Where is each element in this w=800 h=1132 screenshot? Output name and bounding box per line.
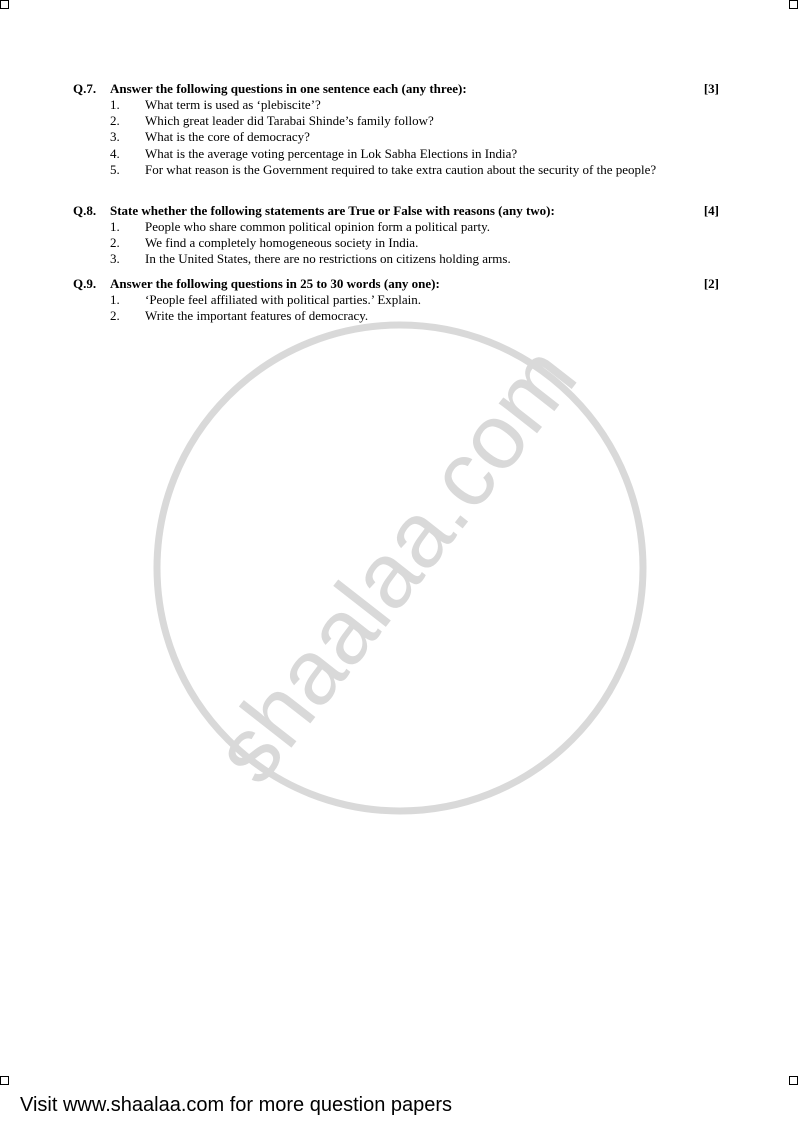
watermark (150, 318, 650, 818)
question-heading (73, 203, 719, 219)
sub-question-number: 2. (110, 235, 120, 251)
question-instruction: State whether the following statements are True or False with reasons (any two): (110, 203, 555, 218)
sub-question (73, 129, 719, 145)
sub-question-number: 5. (110, 161, 120, 177)
question-instruction: Answer the following questions in 25 to 30 words (any one): (110, 276, 440, 291)
sub-question-list (73, 97, 719, 178)
corner-mark-bottom-right (789, 1076, 798, 1085)
sub-question-number: 1. (110, 219, 120, 234)
sub-question-number: 3. (110, 129, 120, 145)
question-number: Q.7. (73, 81, 97, 96)
question-7 (73, 81, 719, 178)
question-marks: [2] (703, 276, 719, 291)
sub-question (73, 97, 719, 113)
sub-question-text: We find a completely homogeneous society in India. (145, 235, 419, 251)
corner-mark-top-left (0, 0, 9, 9)
sub-question (73, 292, 719, 308)
corner-mark-bottom-left (0, 1076, 9, 1085)
sub-question-number: 2. (110, 113, 120, 129)
sub-question (73, 308, 719, 324)
question-heading (73, 276, 719, 292)
sub-question-list (73, 219, 719, 268)
question-number: Q.9. (73, 276, 97, 291)
sub-question (73, 146, 719, 162)
sub-question-text: What term is used as ‘plebiscite’? (145, 97, 321, 112)
sub-question-text: Which great leader did Tarabai Shinde’s family follow? (145, 113, 434, 129)
question-9 (73, 276, 719, 324)
sub-question (73, 113, 719, 129)
sub-question-text: People who share common political opinion form a political party. (145, 219, 491, 234)
question-marks: [4] (703, 203, 719, 218)
sub-question (73, 235, 719, 251)
question-heading (73, 81, 719, 97)
sub-question-text: Write the important features of democracy. (145, 308, 369, 324)
question-instruction: Answer the following questions in one sentence each (any three): (110, 81, 467, 96)
watermark-text: shaalaa.com (194, 327, 597, 802)
sub-question-number: 2. (110, 308, 120, 324)
question-number: Q.8. (73, 203, 97, 218)
sub-question-text: In the United States, there are no restrictions on citizens holding arms. (145, 251, 511, 267)
sub-question-text: For what reason is the Government required to take extra caution about the security of the people? (145, 161, 657, 177)
sub-question-number: 1. (110, 292, 120, 307)
sub-question-list (73, 292, 719, 324)
question-8 (73, 203, 719, 268)
sub-question (73, 162, 719, 178)
sub-question-text: What is the average voting percentage in Lok Sabha Elections in India? (145, 145, 518, 161)
sub-question (73, 251, 719, 267)
sub-question-number: 3. (110, 251, 120, 267)
footer-promo-text: Visit www.shaalaa.com for more question papers (20, 1094, 453, 1116)
question-marks: [3] (703, 81, 719, 96)
corner-mark-top-right (789, 0, 798, 9)
sub-question-text: What is the core of democracy? (145, 129, 310, 145)
sub-question-number: 4. (110, 145, 120, 161)
sub-question-text: ‘People feel affiliated with political parties.’ Explain. (145, 292, 422, 307)
sub-question-number: 1. (110, 97, 120, 112)
sub-question (73, 219, 719, 235)
